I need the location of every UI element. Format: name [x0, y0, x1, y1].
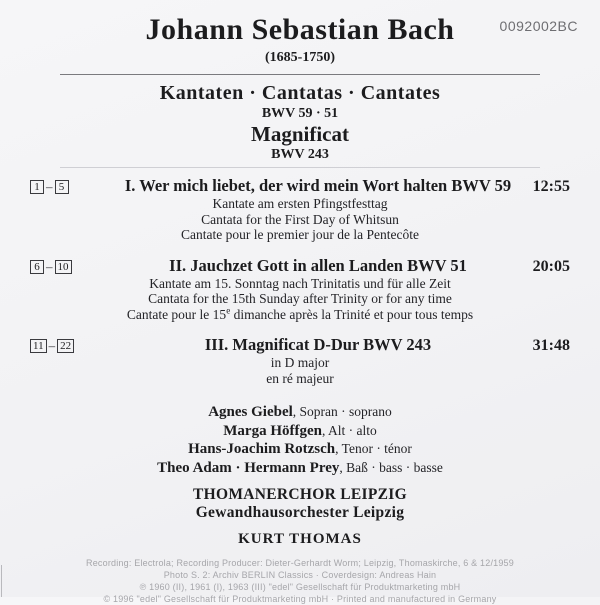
track-start-box: 6: [30, 260, 44, 274]
orchestra-name: Gewandhausorchester Leipzig: [195, 504, 405, 521]
work-magnificat-bwv: BWV 243: [271, 147, 329, 162]
track-head: [30, 176, 570, 196]
track-subtitle-en: in D major: [270, 355, 330, 370]
work-titles: Kantaten · Cantatas · Cantates: [159, 82, 441, 104]
track-title: I. Wer mich liebet, der wird mein Wort halten BWV 59: [124, 176, 512, 195]
track-subtitle-fr: en ré majeur: [266, 370, 334, 386]
track-end-box: 22: [57, 339, 74, 353]
performer-role: , Baß · bass · basse: [339, 459, 443, 475]
ensemble-block: [30, 486, 570, 522]
track-range-dash: –: [46, 258, 53, 274]
choir-name: THOMANERCHOR LEIPZIG: [193, 486, 407, 503]
track-subtitle-de: Kantate am ersten Pfingstfesttag: [212, 196, 388, 211]
section-divider: [60, 167, 540, 168]
work-magnificat-title: Magnificat: [251, 122, 349, 146]
track-duration: 12:55: [532, 178, 570, 195]
catalog-number: 0092002BC: [499, 18, 578, 34]
credit-line-recording: Recording: Electrola; Recording Producer: Dieter-Gerhardt Worm; Leipzig, Thomaskirche, 6 & 12/1959: [86, 558, 514, 568]
performer-name: Marga Höffgen: [223, 422, 322, 439]
performer-list: [30, 403, 570, 477]
track-section-1: [30, 176, 570, 243]
composer-title: Johann Sebastian Bach: [145, 13, 455, 46]
composer-dates: (1685-1750): [265, 50, 335, 65]
track-subtitle-fr: Cantate pour le premier jour de la Pentecôte: [180, 227, 420, 242]
performer-line: [30, 459, 570, 478]
performer-line: [30, 440, 570, 459]
track-section-2: [30, 256, 570, 323]
track-subtitle-en: Cantata for the 15th Sunday after Trinity or for any time: [148, 291, 452, 306]
track-duration: 31:48: [532, 337, 570, 354]
header-divider: [60, 74, 540, 75]
track-range: [30, 337, 122, 355]
track-range: [30, 258, 122, 276]
track-range-dash: –: [46, 179, 53, 194]
subtitle-fr-pre: Cantate pour le 15: [126, 306, 227, 322]
performer-role: , Tenor · ténor: [335, 441, 412, 456]
production-credits: [30, 557, 570, 605]
track-range: [30, 178, 122, 196]
track-start-box: 11: [30, 339, 47, 353]
credit-line-phonogram: ℗ 1960 (II), 1961 (I), 1963 (III) "edel" Gesellschaft für Produktmarketing mbH: [139, 582, 461, 592]
track-start-box: 1: [30, 180, 44, 194]
track-range-dash: –: [48, 338, 56, 353]
track-subtitle-de: Kantate am 15. Sonntag nach Trinitatis und für alle Zeit: [149, 275, 451, 291]
credit-line-photo: Photo S. 2: Archiv BERLIN Classics · Coverdesign: Andreas Hain: [163, 570, 437, 580]
performer-name: Hans-Joachim Rotzsch: [188, 441, 336, 457]
subtitle-fr-post: dimanche après la Trinité et pour tous temps: [230, 306, 474, 322]
conductor-name: KURT THOMAS: [238, 531, 362, 547]
track-title: II. Jauchzet Gott in allen Landen BWV 51: [169, 255, 467, 275]
work-bwv-line: BWV 59 · 51: [261, 106, 339, 121]
track-title: III. Magnificat D-Dur BWV 243: [204, 335, 432, 354]
track-section-3: [30, 335, 570, 386]
track-head: [30, 256, 570, 276]
work-heading: [30, 81, 570, 163]
performer-role: , Alt · alto: [321, 422, 377, 438]
track-end-box: 5: [55, 180, 69, 194]
scan-artifact: [1, 565, 2, 597]
performer-name: Theo Adam · Hermann Prey: [157, 459, 340, 476]
track-head: [30, 335, 570, 355]
track-end-box: 10: [55, 260, 72, 274]
performer-line: [30, 422, 570, 441]
track-list: [30, 176, 570, 386]
performer-name: Agnes Giebel: [208, 404, 293, 420]
track-duration: 20:05: [532, 257, 570, 275]
performer-role: , Sopran · soprano: [292, 404, 392, 419]
track-subtitle-en: Cantata for the First Day of Whitsun: [201, 211, 399, 227]
performer-line: [30, 403, 570, 422]
track-subtitle-fr: [30, 307, 570, 323]
credit-line-copyright: © 1996 "edel" Gesellschaft für Produktmarketing mbH · Printed and manufactured in Germany: [103, 594, 497, 604]
subtitle-fr-superscript: e: [226, 305, 231, 315]
